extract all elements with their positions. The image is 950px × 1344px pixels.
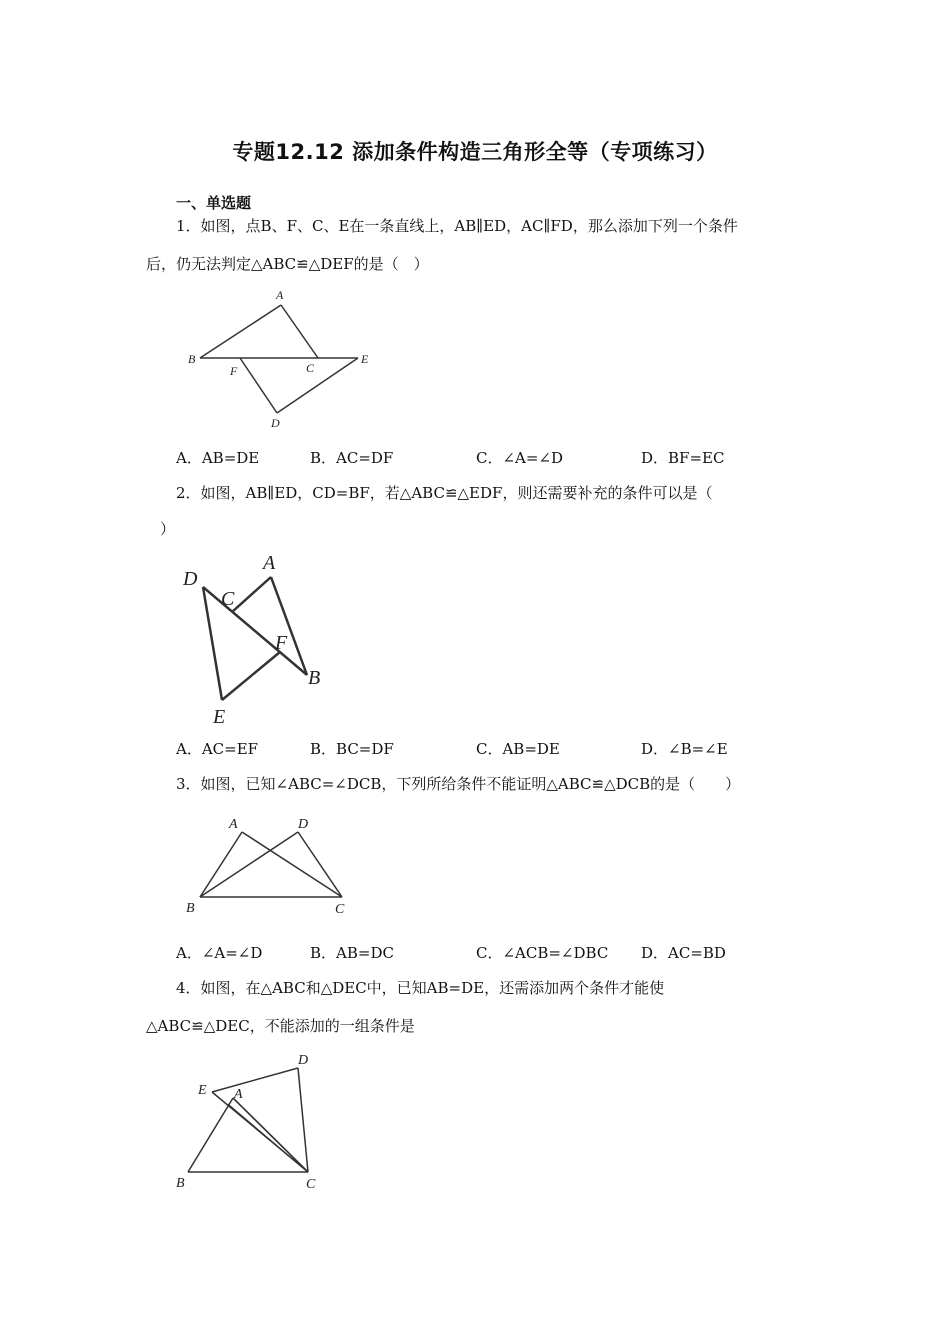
segment-ED [212, 1068, 298, 1092]
label-C: C [306, 1177, 316, 1192]
question-4-line-2: △ABC≌△DEC，不能添加的一组条件是 [146, 1017, 415, 1035]
figure-3 [180, 810, 370, 925]
q3-option-a: A．∠A=∠D [176, 944, 263, 962]
label-A: A [234, 1087, 243, 1102]
segment-AC2 [233, 1098, 308, 1172]
question-2-line-1: 2．如图，AB∥ED，CD=BF，若△ABC≌△EDF，则还需要补充的条件可以是（ [176, 484, 713, 502]
figure-1 [180, 285, 380, 435]
q2-option-c: C．AB=DE [476, 740, 560, 758]
section-heading: 一、单选题 [176, 194, 252, 212]
segment-AC [242, 832, 342, 897]
label-C: C [335, 902, 345, 917]
label-E: E [213, 706, 226, 728]
figure-2 [175, 545, 345, 735]
q1-option-b: B．AC=DF [310, 449, 394, 467]
label-D: D [271, 416, 280, 430]
segment-DC [298, 832, 342, 897]
segment-DE [277, 358, 358, 413]
q1-option-c: C．∠A=∠D [476, 449, 564, 467]
label-B: B [188, 352, 196, 366]
q2-option-b: B．BC=DF [310, 740, 394, 758]
q3-option-b: B．AB=DC [310, 944, 394, 962]
question-3-line-1: 3．如图，已知∠ABC=∠DCB，下列所给条件不能证明△ABC≌△DCB的是（ ） [176, 775, 741, 793]
segment-BD [200, 832, 298, 897]
q3-option-c: C．∠ACB=∠DBC [476, 944, 609, 962]
label-A: A [229, 817, 238, 832]
question-2-line-2: ） [160, 520, 176, 538]
q1-option-d: D．BF=EC [641, 449, 725, 467]
figure-4 [170, 1048, 340, 1198]
segment-EF [222, 652, 280, 700]
label-C: C [306, 361, 315, 375]
segment-BA [200, 832, 242, 897]
label-A: A [263, 552, 276, 574]
segment-BA [200, 305, 281, 358]
label-F: F [230, 364, 238, 378]
label-C: C [221, 588, 235, 610]
label-E: E [361, 352, 369, 366]
q3-option-d: D．AC=BD [641, 944, 726, 962]
label-D: D [298, 1053, 309, 1068]
segment-AC [281, 305, 318, 358]
segment-DC [298, 1068, 308, 1172]
q2-option-a: A．AC=EF [176, 740, 259, 758]
label-E: E [198, 1083, 207, 1098]
q1-option-a: A．AB=DE [176, 449, 260, 467]
label-F: F [275, 632, 288, 654]
q2-option-d: D．∠B=∠E [641, 740, 728, 758]
segment-FD [240, 358, 277, 413]
label-D: D [183, 568, 198, 590]
segment-BA [188, 1098, 233, 1172]
segment-DE [203, 587, 222, 700]
segment-AC [232, 577, 271, 612]
segment-A-inner [228, 1104, 308, 1172]
label-D: D [298, 817, 309, 832]
question-1-line-2: 后，仍无法判定△ABC≌△DEF的是（ ） [146, 255, 429, 273]
question-1-line-1: 1．如图，点B、F、C、E在一条直线上，AB∥ED，AC∥FD，那么添加下列一个条件 [176, 217, 738, 235]
page-title: 专题12.12 添加条件构造三角形全等（专项练习） [232, 140, 718, 164]
label-B: B [186, 901, 195, 916]
question-4-line-1: 4．如图，在△ABC和△DEC中，已知AB=DE，还需添加两个条件才能使 [176, 979, 665, 997]
label-A: A [276, 288, 284, 302]
label-B: B [176, 1176, 185, 1191]
label-B: B [308, 667, 321, 689]
